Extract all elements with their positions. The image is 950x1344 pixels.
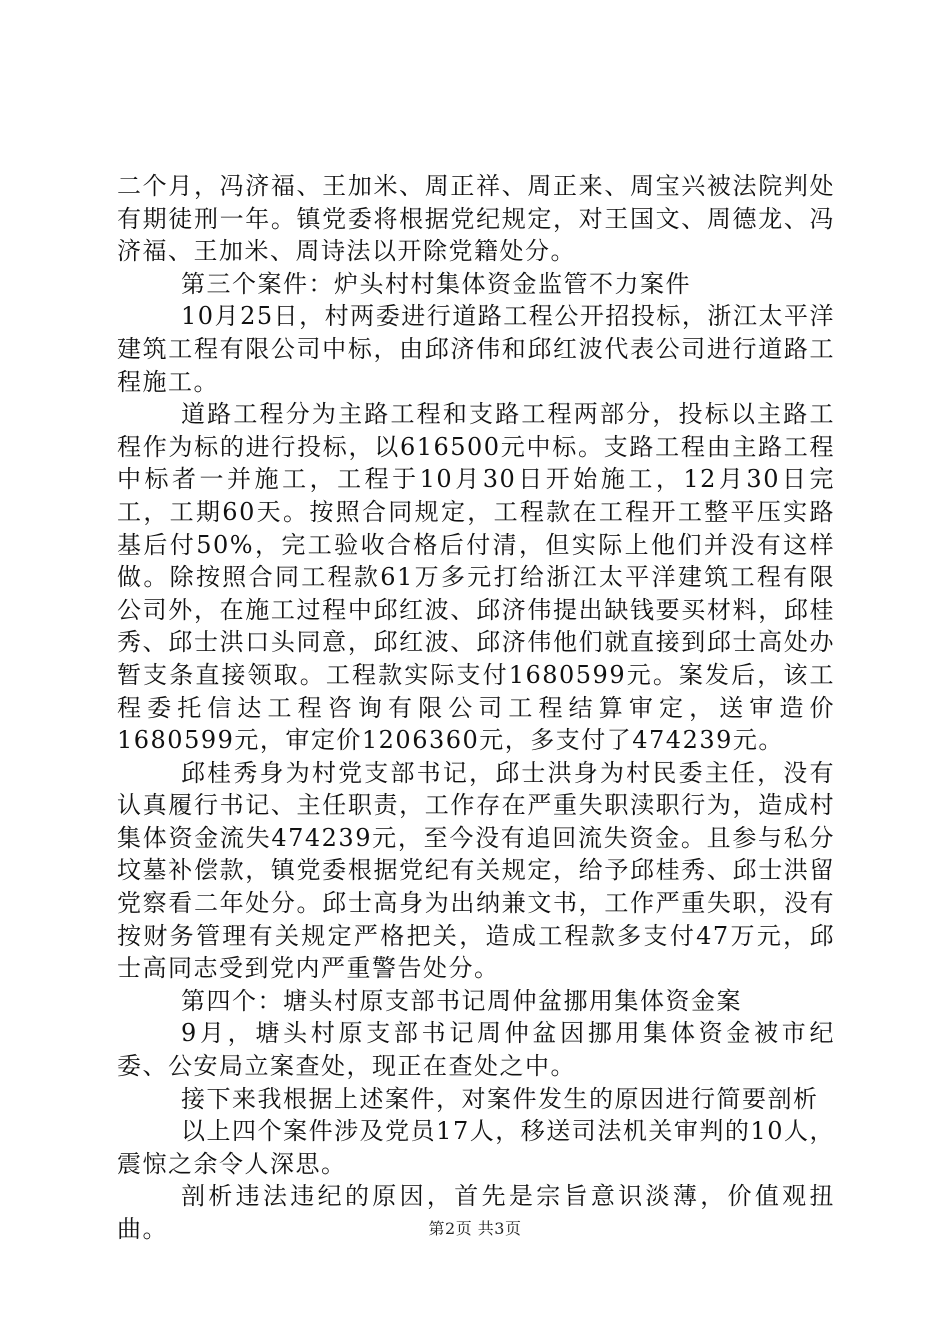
paragraph-penalties: 邱桂秀身为村党支部书记，邱士洪身为村民委主任，没有认真履行书记、主任职责，工作存在严重失职渎职行为，造成村集体资金流失474239元，至今没有追回流失资金。且参与私分坟墓补偿款，镇党委根据党纪有关规定，给予邱桂秀、邱士洪留党察看二年处分。邱士高身为出纳兼文书，工作严重失职，没有按财务管理有关规定严格把关，造成工程款多支付47万元，邱士高同志受到党内严重警告处分。 [117,758,835,983]
paragraph-road-project: 道路工程分为主路工程和支路工程两部分，投标以主路工程作为标的进行投标，以616500元中标。支路工程由主路工程中标者一并施工，工程于10月30日开始施工，12月30日完工，工期60天。按照合同规定，工程款在工程开工整平压实路基后付50%，完工验收合格后付清，但实际上他们并没有这样做。除按照合同工程款61万多元打给浙江太平洋建筑工程有限公司外，在施工过程中邱红波、邱济伟提出缺钱要买材料，邱桂秀、邱士洪口头同意，邱红波、邱济伟他们就直接到邱士高处办暂支条直接领取。工程款实际支付1680599元。案发后，该工程委托信达工程咨询有限公司工程结算审定，送审造价1680599元，审定价1206360元，多支付了474239元。 [117,400,835,755]
page-number-footer: 第2页 共3页 [428,1219,522,1238]
paragraph-continuation: 二个月，冯济福、王加米、周正祥、周正来、周宝兴被法院判处有期徒刑一年。镇党委将根据党纪规定，对王国文、周德龙、冯济福、王加米、周诗法以开除党籍处分。 [117,172,835,266]
paragraph-summary: 以上四个案件涉及党员17人，移送司法机关审判的10人，震惊之余令人深思。 [117,1117,835,1178]
paragraph-bidding: 10月25日，村两委进行道路工程公开招投标，浙江太平洋建筑工程有限公司中标，由邱济伟和邱红波代表公司进行道路工程施工。 [117,302,835,396]
case-three-heading: 第三个案件：炉头村村集体资金监管不力案件 [181,269,691,298]
paragraph-analysis-intro: 接下来我根据上述案件，对案件发生的原因进行简要剖析 [181,1084,819,1113]
case-four-heading: 第四个：塘头村原支部书记周仲盆挪用集体资金案 [181,986,742,1015]
paragraph-case-four: 9月，塘头村原支部书记周仲盆因挪用集体资金被市纪委、公安局立案查处，现正在查处之中。 [117,1019,835,1081]
paragraph-cause: 剖析违法违纪的原因，首先是宗旨意识淡薄，价值观扭曲。 [117,1182,835,1243]
document-body [117,170,835,1246]
